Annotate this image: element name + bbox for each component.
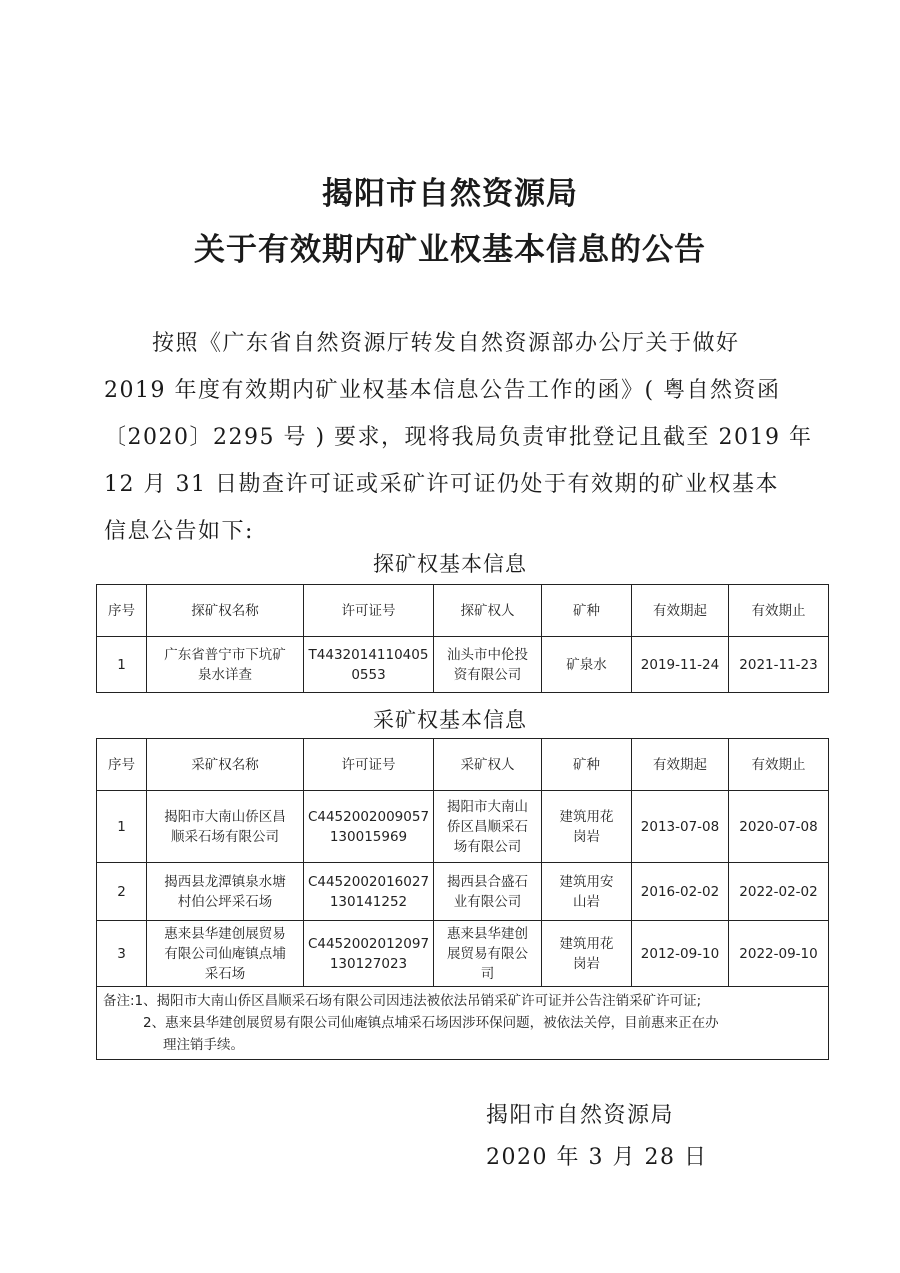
table-row <box>97 791 829 863</box>
row-number: 1 <box>97 791 147 863</box>
note-line: 备注:1、揭阳市大南山侨区昌顺采石场有限公司因违法被依法吊销采矿许可证并公告注销采矿许可证; <box>103 993 702 1009</box>
row-number: 1 <box>97 637 147 693</box>
permit-holder: 惠来县华建创 展贸易有限公 司 <box>434 921 542 987</box>
permit-name: 惠来县华建创展贸易 有限公司仙庵镇点埔 采石场 <box>147 921 304 987</box>
header-cell: 有效期起 <box>632 739 729 791</box>
license-number: T4432014110405 0553 <box>304 637 434 693</box>
permit-name: 广东省普宁市下坑矿 泉水详查 <box>147 637 304 693</box>
row-number: 3 <box>97 921 147 987</box>
header-cell: 序号 <box>97 585 147 637</box>
mining-table <box>96 738 829 1060</box>
header-cell: 矿种 <box>542 585 632 637</box>
doc-title-line2: 关于有效期内矿业权基本信息的公告 <box>194 232 706 268</box>
valid-to: 2022-02-02 <box>729 863 829 921</box>
valid-to: 2022-09-10 <box>729 921 829 987</box>
exploration-table <box>96 584 829 693</box>
valid-from: 2016-02-02 <box>632 863 729 921</box>
intro-paragraph <box>104 320 813 555</box>
valid-from: 2019-11-24 <box>632 637 729 693</box>
header-cell: 许可证号 <box>304 585 434 637</box>
notes-row <box>97 987 829 1060</box>
header-cell: 序号 <box>97 739 147 791</box>
signature-date: 2020 年 3 月 28 日 <box>486 1145 708 1170</box>
valid-from: 2013-07-08 <box>632 791 729 863</box>
header-cell: 采矿权名称 <box>147 739 304 791</box>
header-cell: 有效期止 <box>729 739 829 791</box>
permit-holder: 揭西县合盛石 业有限公司 <box>434 863 542 921</box>
table-header-row <box>97 739 829 791</box>
row-number: 2 <box>97 863 147 921</box>
table-row <box>97 637 829 693</box>
mineral-type: 矿泉水 <box>542 637 632 693</box>
table-header-row <box>97 585 829 637</box>
header-cell: 探矿权名称 <box>147 585 304 637</box>
doc-title-line1: 揭阳市自然资源局 <box>322 176 578 212</box>
permit-holder: 汕头市中伦投 资有限公司 <box>434 637 542 693</box>
intro-line: 按照《广东省自然资源厅转发自然资源部办公厅关于做好 <box>152 331 740 356</box>
intro-line: 2019 年度有效期内矿业权基本信息公告工作的函》( 粤自然资函 <box>104 378 781 403</box>
valid-to: 2021-11-23 <box>729 637 829 693</box>
exploration-section-title: 探矿权基本信息 <box>373 552 527 576</box>
permit-name: 揭西县龙潭镇泉水塘 村伯公坪采石场 <box>147 863 304 921</box>
note-line: 理注销手续。 <box>163 1037 244 1053</box>
header-cell: 矿种 <box>542 739 632 791</box>
mineral-type: 建筑用花 岗岩 <box>542 921 632 987</box>
intro-line: 信息公告如下: <box>104 519 254 544</box>
mineral-type: 建筑用花 岗岩 <box>542 791 632 863</box>
mining-section-title: 采矿权基本信息 <box>373 708 527 732</box>
mineral-type: 建筑用安 山岩 <box>542 863 632 921</box>
permit-name: 揭阳市大南山侨区昌 顺采石场有限公司 <box>147 791 304 863</box>
license-number: C4452002009057 130015969 <box>304 791 434 863</box>
header-cell: 有效期止 <box>729 585 829 637</box>
table-row <box>97 921 829 987</box>
license-number: C4452002016027 130141252 <box>304 863 434 921</box>
valid-from: 2012-09-10 <box>632 921 729 987</box>
table-notes <box>97 987 829 1060</box>
header-cell: 有效期起 <box>632 585 729 637</box>
signature-org: 揭阳市自然资源局 <box>486 1103 675 1128</box>
note-line: 2、惠来县华建创展贸易有限公司仙庵镇点埔采石场因涉环保问题，被依法关停，目前惠来正在办 <box>143 1015 719 1031</box>
header-cell: 采矿权人 <box>434 739 542 791</box>
table-row <box>97 863 829 921</box>
license-number: C4452002012097 130127023 <box>304 921 434 987</box>
intro-line: 12 月 31 日勘查许可证或采矿许可证仍处于有效期的矿业权基本 <box>104 472 779 497</box>
permit-holder: 揭阳市大南山 侨区昌顺采石 场有限公司 <box>434 791 542 863</box>
header-cell: 探矿权人 <box>434 585 542 637</box>
intro-line: 〔2020〕2295 号 ) 要求，现将我局负责审批登记且截至 2019 年 <box>104 425 813 450</box>
header-cell: 许可证号 <box>304 739 434 791</box>
valid-to: 2020-07-08 <box>729 791 829 863</box>
